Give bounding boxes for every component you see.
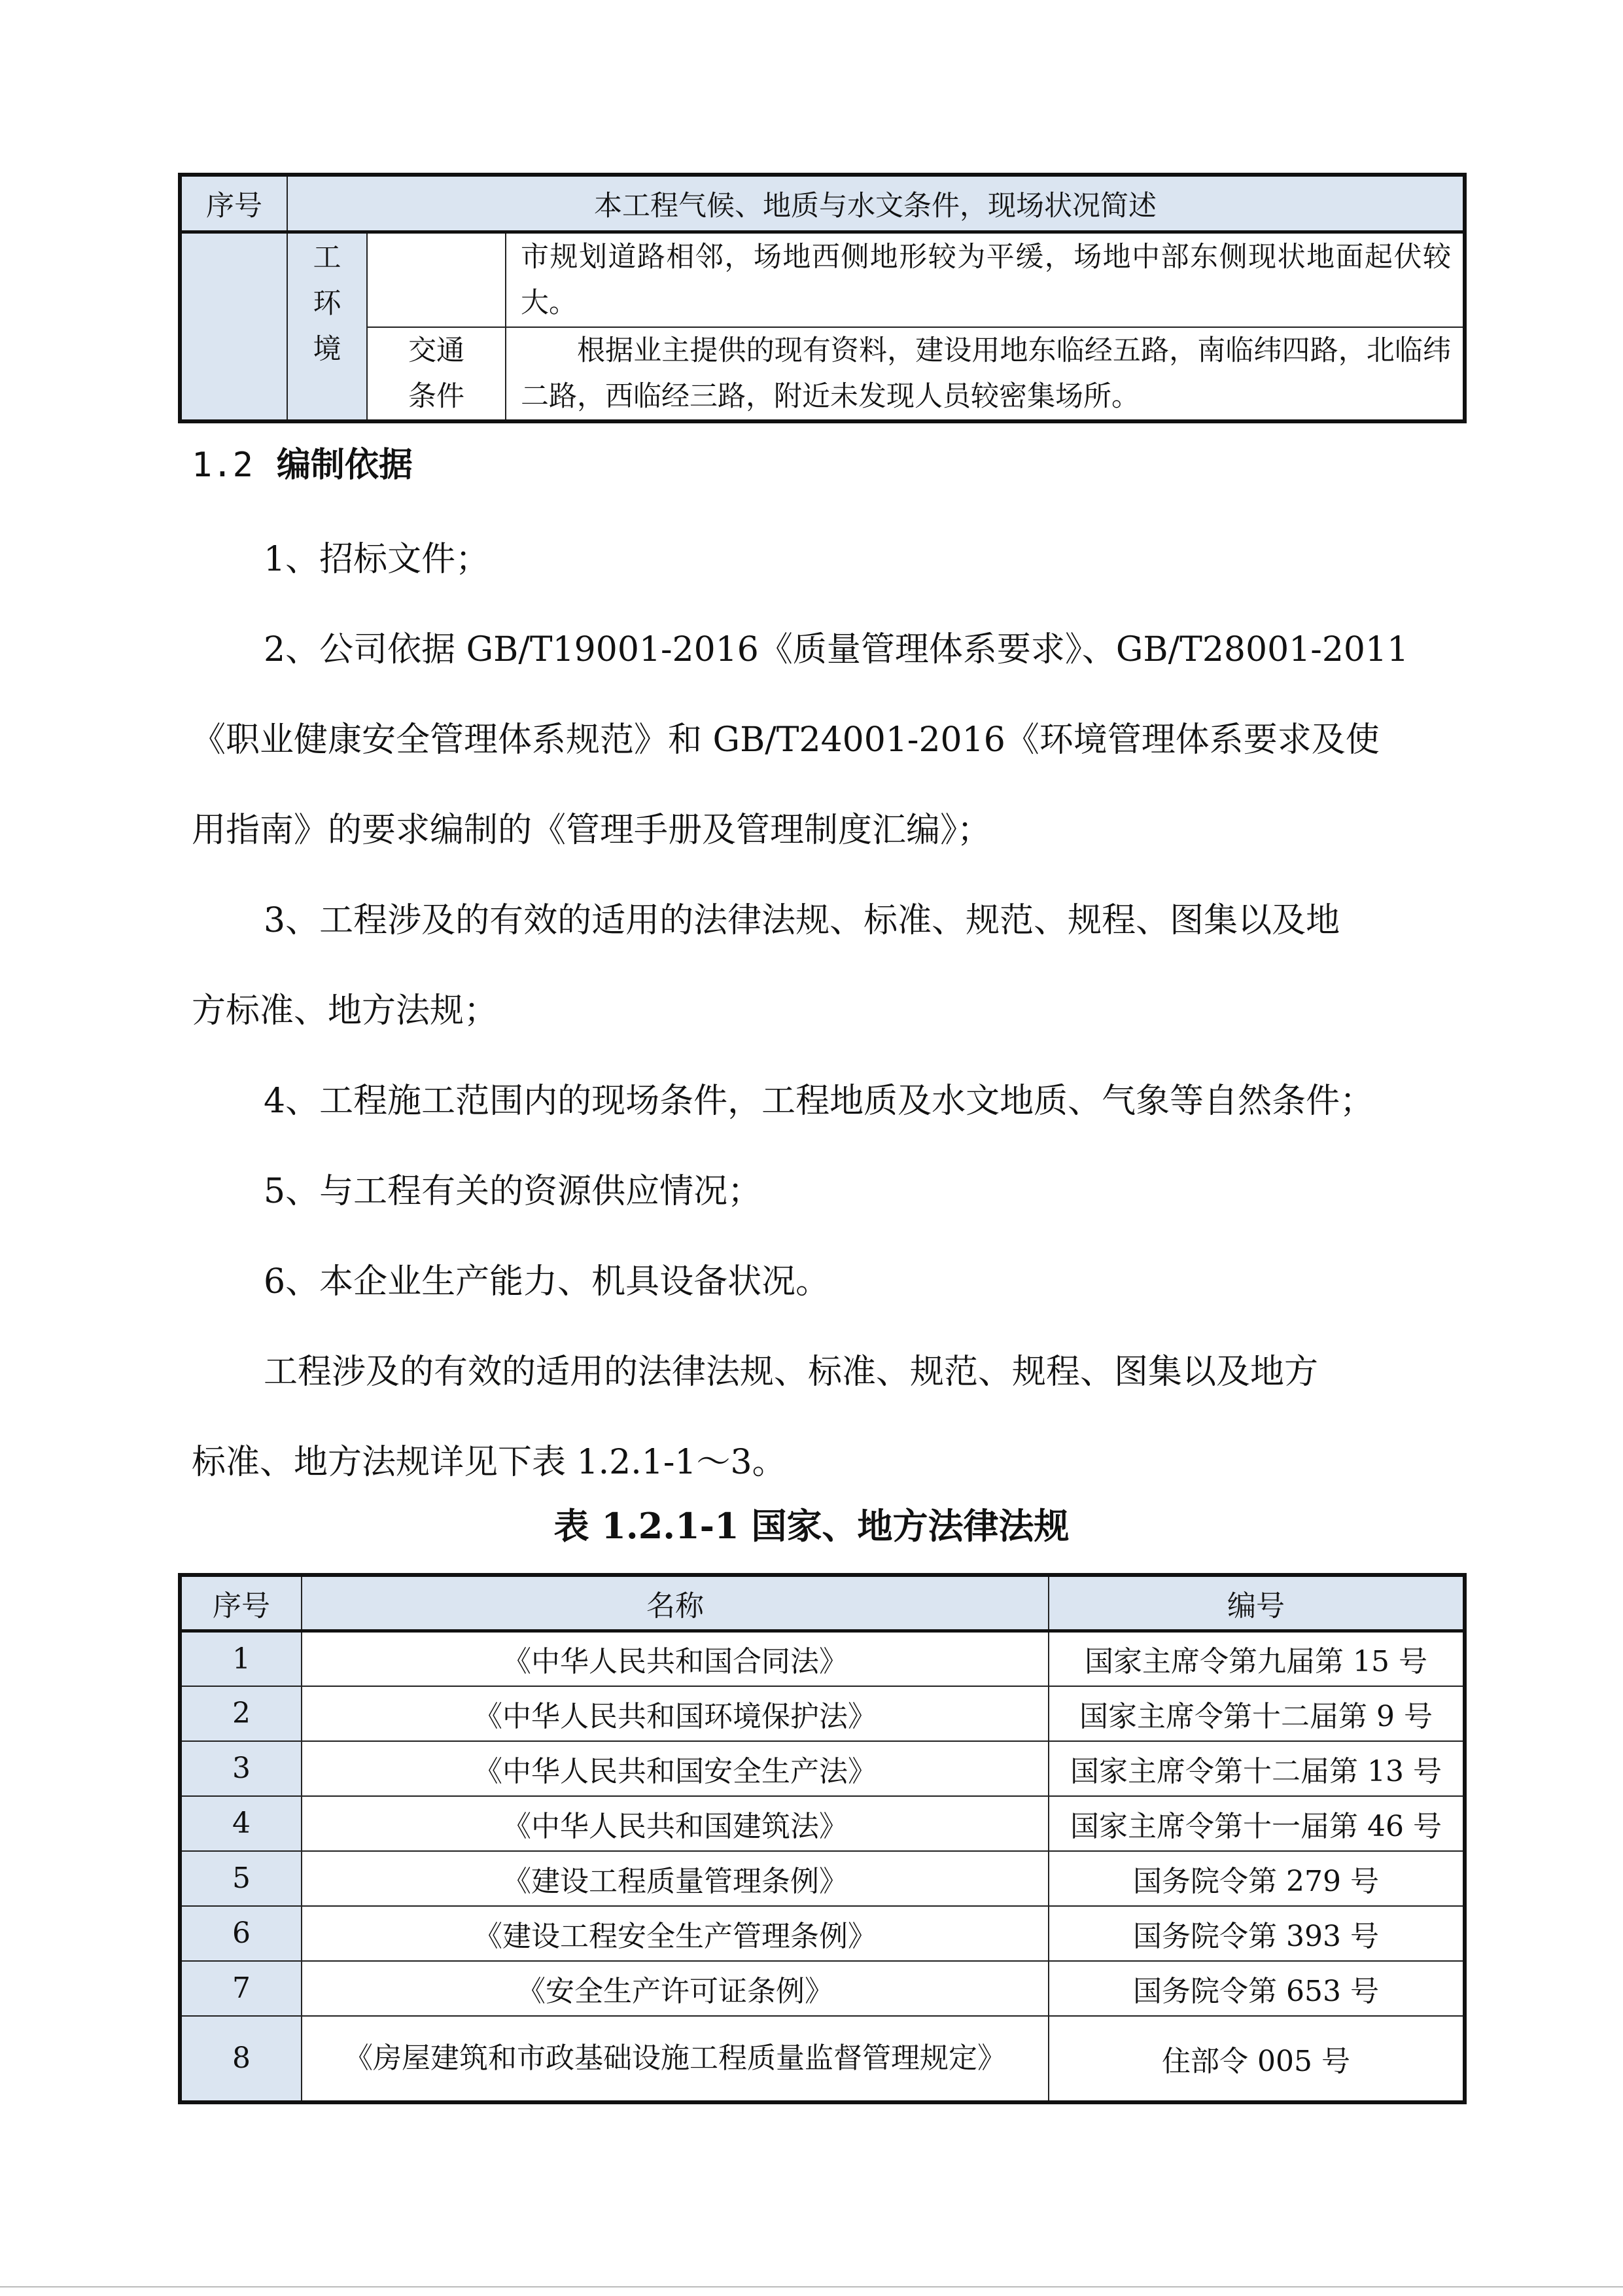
table-row xyxy=(180,2016,1465,2102)
row-seq: 8 xyxy=(180,2016,302,2102)
section-heading xyxy=(192,437,413,486)
site-conditions-table xyxy=(178,173,1467,423)
row-code: 国家主席令第十二届第 9 号 xyxy=(1049,1686,1465,1741)
row-seq: 6 xyxy=(180,1906,302,1961)
row-seq: 7 xyxy=(180,1961,302,2016)
table-row xyxy=(180,1686,1465,1741)
row-seq: 2 xyxy=(180,1686,302,1741)
paragraph-line: 方标准、地方法规； xyxy=(192,991,498,1031)
row-code: 国务院令第 393 号 xyxy=(1049,1906,1465,1961)
row-code: 国家主席令第十一届第 46 号 xyxy=(1049,1796,1465,1851)
group-label: 工 环 境 xyxy=(287,232,367,421)
paragraph-line: 6、本企业生产能力、机具设备状况。 xyxy=(264,1262,830,1301)
table-caption: 表 1.2.1-1 国家、地方法律法规 xyxy=(553,1505,1070,1547)
paragraph-line: 用指南》的要求编制的《管理手册及管理制度汇编》； xyxy=(192,811,992,850)
section-title: 编制依据 xyxy=(276,446,413,485)
sub-label-traffic: 交通 条件 xyxy=(367,327,506,421)
row-seq: 1 xyxy=(180,1631,302,1686)
law-table xyxy=(178,1573,1467,2104)
table-row xyxy=(180,1631,1465,1686)
table-row xyxy=(180,1961,1465,2016)
table-row xyxy=(180,1851,1465,1906)
paragraph-line: 3、工程涉及的有效的适用的法律法规、标准、规范、规程、图集以及地 xyxy=(264,901,1340,940)
section-number: 1.2 xyxy=(192,446,253,485)
paragraph-line: 1、招标文件； xyxy=(264,540,490,579)
row-name: 《中华人民共和国安全生产法》 xyxy=(302,1741,1049,1796)
header-title: 本工程气候、地质与水文条件，现场状况简述 xyxy=(287,175,1465,232)
table-row xyxy=(180,1741,1465,1796)
paragraph-line: 2、公司依据 GB/T19001-2016《质量管理体系要求》、GB/T28001-2011 xyxy=(264,630,1409,669)
col-header-seq: 序号 xyxy=(180,1575,302,1631)
seq-cell xyxy=(180,232,287,421)
condition-text: 市规划道路相邻，场地西侧地形较为平缓，场地中部东侧现状地面起伏较大。 xyxy=(506,232,1465,327)
table-row xyxy=(180,1796,1465,1851)
row-name: 《房屋建筑和市政基础设施工程质量监督管理规定》 xyxy=(302,2016,1049,2102)
paragraph-line: 5、与工程有关的资源供应情况； xyxy=(264,1172,762,1211)
col-header-name: 名称 xyxy=(302,1575,1049,1631)
header-seq: 序号 xyxy=(180,175,287,232)
condition-text-traffic: 根据业主提供的现有资料，建设用地东临经五路，南临纬四路，北临纬二路，西临经三路，附近未发现人员较密集场所。 xyxy=(506,327,1465,421)
row-seq: 5 xyxy=(180,1851,302,1906)
row-code: 国务院令第 653 号 xyxy=(1049,1961,1465,2016)
row-name: 《中华人民共和国建筑法》 xyxy=(302,1796,1049,1851)
col-header-code: 编号 xyxy=(1049,1575,1465,1631)
sub-label xyxy=(367,232,506,327)
row-name: 《建设工程安全生产管理条例》 xyxy=(302,1906,1049,1961)
row-name: 《建设工程质量管理条例》 xyxy=(302,1851,1049,1906)
row-code: 国家主席令第九届第 15 号 xyxy=(1049,1631,1465,1686)
row-name: 《安全生产许可证条例》 xyxy=(302,1961,1049,2016)
row-seq: 4 xyxy=(180,1796,302,1851)
paragraph-line: 标准、地方法规详见下表 1.2.1-1～3。 xyxy=(192,1443,786,1482)
row-code: 国务院令第 279 号 xyxy=(1049,1851,1465,1906)
paragraph-line: 4、工程施工范围内的现场条件，工程地质及水文地质、气象等自然条件； xyxy=(264,1082,1374,1121)
row-name: 《中华人民共和国环境保护法》 xyxy=(302,1686,1049,1741)
row-code: 住部令 005 号 xyxy=(1049,2016,1465,2102)
row-code: 国家主席令第十二届第 13 号 xyxy=(1049,1741,1465,1796)
row-seq: 3 xyxy=(180,1741,302,1796)
row-name: 《中华人民共和国合同法》 xyxy=(302,1631,1049,1686)
paragraph-line: 《职业健康安全管理体系规范》和 GB/T24001-2016《环境管理体系要求及使 xyxy=(192,720,1380,760)
table-row xyxy=(180,1906,1465,1961)
paragraph-line: 工程涉及的有效的适用的法律法规、标准、规范、规程、图集以及地方 xyxy=(264,1352,1319,1392)
page-bottom-rule xyxy=(0,2286,1623,2287)
